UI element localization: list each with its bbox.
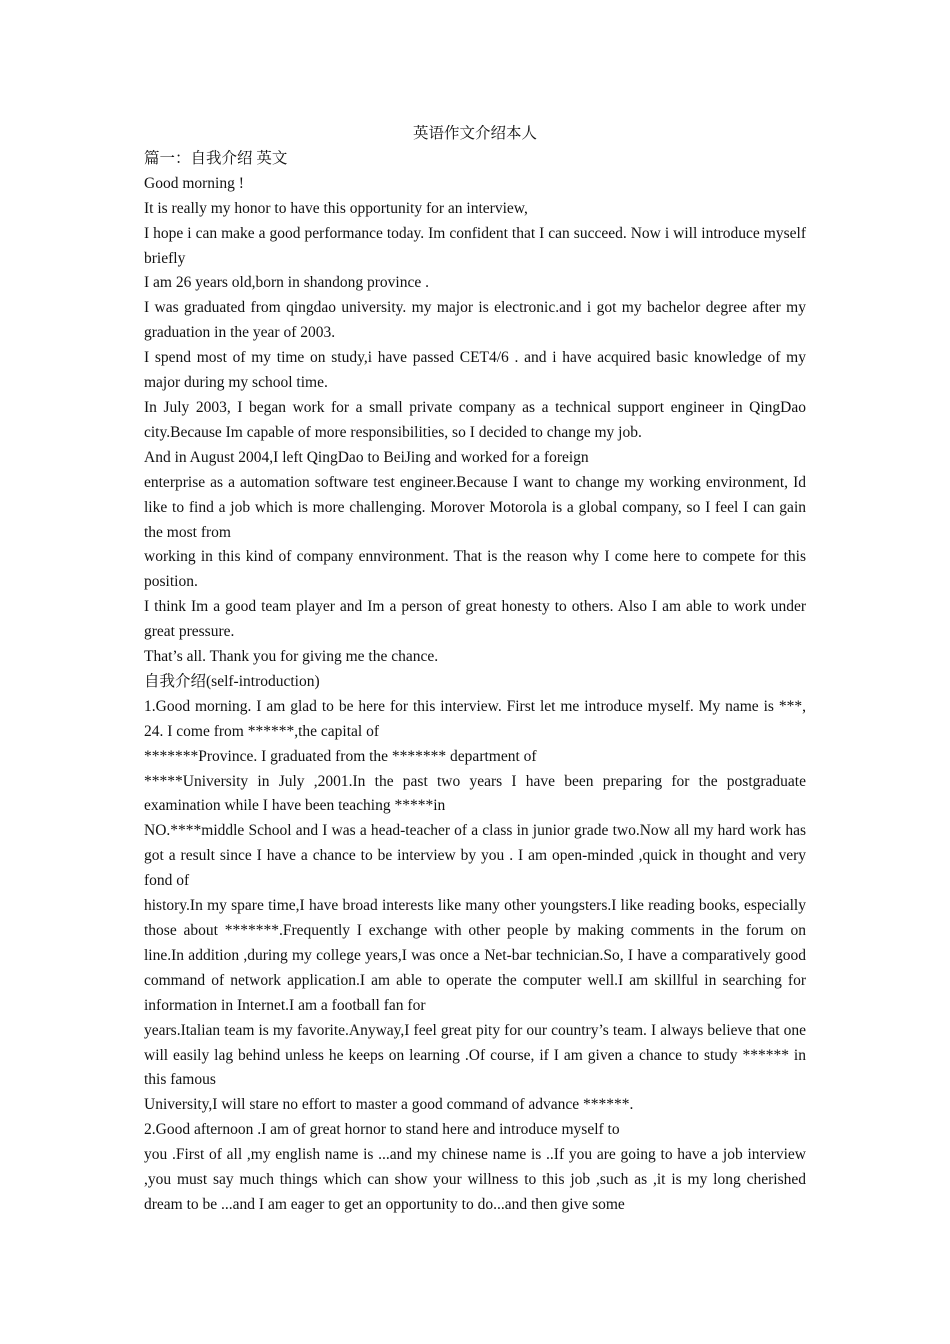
paragraph: I hope i can make a good performance today. Im confident that I can succeed. Now i will introduce myself briefly [144,224,806,267]
paragraph: It is really my honor to have this opportunity for an interview, [144,199,528,217]
paragraph: 2.Good afternoon .I am of great hornor to stand here and introduce myself to [144,1121,620,1139]
paragraph: 1.Good morning. I am glad to be here for this interview. First let me introduce myself. My name is ***, 24. I come from ******,the capital of [144,697,806,740]
paragraph: I was graduated from qingdao university. my major is electronic.and i got my bachelor degree after my graduation in the year of 2003. [144,299,806,342]
document-title: 英语作文介绍本人 [412,125,537,142]
paragraph: NO.****middle School and I was a head-teacher of a class in junior grade two.Now all my hard work has got a result since I have a chance to be interview by you . I am open-minded ,quick in thought and very fond of [144,822,806,890]
paragraph: *******Province. I graduated from the ******* department of [144,747,537,765]
paragraph: University,I will stare no effort to master a good command of advance ******. [144,1096,634,1114]
document-page [144,122,806,1218]
paragraph: enterprise as a automation software test engineer.Because I want to change my working environment, Id like to find a job which is more challenging. Morover Motorola is a global company, so I feel I can gain the most from [144,473,806,541]
paragraph: I think Im a good team player and Im a person of great honesty to others. Also I am able to work under great pressure. [144,598,806,641]
paragraph: you .First of all ,my english name is ...and my chinese name is ..If you are going to have a job interview ,you must say much things which can show your willness to this job ,such as ,it is my long cherished dream to be ...and I am eager to get an opportunity to do...and then give some [144,1146,806,1213]
paragraph: That’s all. Thank you for giving me the chance. [144,648,439,666]
paragraph: history.In my spare time,I have broad interests like many other youngsters.I like reading books, especially those about *******.Frequently I exchange with other people by making comments in the forum on line.In addition ,during my college years,I was once a Net-bar technician.So, I have a comparatively good command of network application.I am able to operate the computer well.I am skillful in searching for information in Internet.I am a football fan for [144,897,806,1014]
paragraph: In July 2003, I began work for a small private company as a technical support engineer in QingDao city.Because Im capable of more responsibilities, so I decided to change my job. [144,398,806,441]
section-heading-english: 篇一：自我介绍 英文 [144,149,288,167]
paragraph: I spend most of my time on study,i have passed CET4/6 . and i have acquired basic knowledge of my major during my school time. [144,349,806,392]
section-heading-self-introduction: 自我介绍(self-introduction) [144,672,320,690]
paragraph: *****University in July ,2001.In the past two years I have been preparing for the postgraduate examination while I have been teaching *****in [144,772,806,815]
paragraph: Good morning ! [144,174,244,192]
paragraph: I am 26 years old,born in shandong province . [144,274,429,292]
paragraph: years.Italian team is my favorite.Anyway,I feel great pity for our country’s team. I always believe that one will easily lag behind unless he keeps on learning .Of course, if I am given a chance to study ****** in this famous [144,1021,806,1089]
paragraph: And in August 2004,I left QingDao to BeiJing and worked for a foreign [144,448,589,466]
paragraph: working in this kind of company ennvironment. That is the reason why I come here to compete for this position. [144,548,806,591]
document-body [144,147,806,1218]
